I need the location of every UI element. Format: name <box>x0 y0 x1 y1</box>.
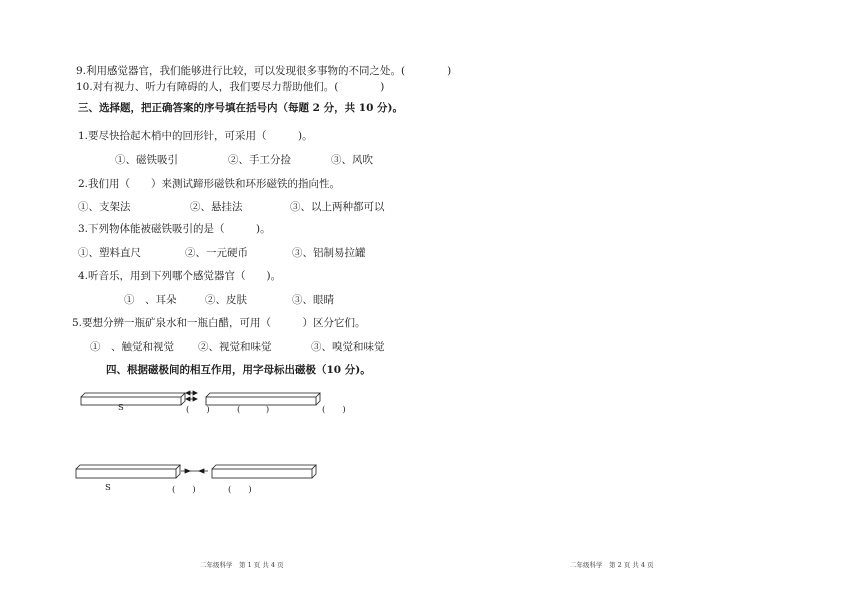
choice-question-3: 3.下列物体能被磁铁吸引的是（ )。 <box>78 223 271 235</box>
choice-question-4: 4.听音乐，用到下列哪个感觉器官（ )。 <box>78 270 282 282</box>
question-9: 9.利用感觉器官，我们能够进行比较，可以发现很多事物的不同之处。( ) <box>76 65 452 77</box>
choice-question-5: 5.要想分辨一瓶矿泉水和一瓶白醋，可用（ ）区分它们。 <box>72 317 366 329</box>
attraction-arrows <box>181 469 208 473</box>
q4-option-1: ① 、耳朵 <box>124 294 177 306</box>
row2-answer-blank-2[interactable]: ( ) <box>228 485 252 495</box>
q4-option-2: ②、皮肤 <box>205 294 247 306</box>
q5-option-1: ① 、触觉和视觉 <box>90 341 174 353</box>
repulsion-arrows <box>186 391 197 401</box>
footer-page-2: 二年级科学 第 2 页 共 4 页 <box>570 561 654 569</box>
q3-option-1: ①、塑料直尺 <box>78 247 141 259</box>
q2-option-1: ①、支架法 <box>78 201 131 213</box>
row1-pole-label: S <box>118 403 124 413</box>
q2-option-2: ②、悬挂法 <box>190 201 243 213</box>
bar-magnet-row2-right <box>212 465 316 478</box>
row1-answer-blank-3[interactable]: ( ) <box>322 405 346 415</box>
choice-question-2: 2.我们用（ ）来测试蹄形磁铁和环形磁铁的指向性。 <box>78 178 341 190</box>
choice-question-1: 1.要尽快拾起木梢中的回形针，可采用（ )。 <box>78 130 313 142</box>
section-4-heading: 四、根据磁极间的相互作用，用字母标出磁极（10 分)。 <box>106 364 371 376</box>
q1-option-1: ①、磁铁吸引 <box>115 154 178 166</box>
q1-option-2: ②、手工分捡 <box>228 154 291 166</box>
q4-option-3: ③、眼睛 <box>292 294 334 306</box>
row1-answer-blank-2[interactable]: ( ) <box>237 405 270 415</box>
row2-answer-blank-1[interactable]: ( ) <box>172 485 196 495</box>
row2-pole-label: S <box>105 483 111 493</box>
row1-answer-blank-1[interactable]: ( ) <box>186 405 210 415</box>
bar-magnet-row2-left <box>76 465 180 478</box>
q5-option-3: ③、嗅觉和味觉 <box>311 341 385 353</box>
q1-option-3: ③、风吹 <box>331 154 373 166</box>
q3-option-3: ③、铝制易拉罐 <box>292 247 366 259</box>
question-10: 10.对有视力、听力有障碍的人，我们要尽力帮助他们。( ) <box>76 81 385 93</box>
footer-page-1: 二年级科学 第 1 页 共 4 页 <box>200 561 284 569</box>
section-3-heading: 三、选择题，把正确答案的序号填在括号内（每题 2 分，共 10 分)。 <box>78 102 404 114</box>
q2-option-3: ③、以上两种都可以 <box>290 201 385 213</box>
q3-option-2: ②、一元硬币 <box>185 247 248 259</box>
q5-option-2: ②、视觉和味觉 <box>198 341 272 353</box>
bar-magnet-row1-left <box>81 393 185 405</box>
